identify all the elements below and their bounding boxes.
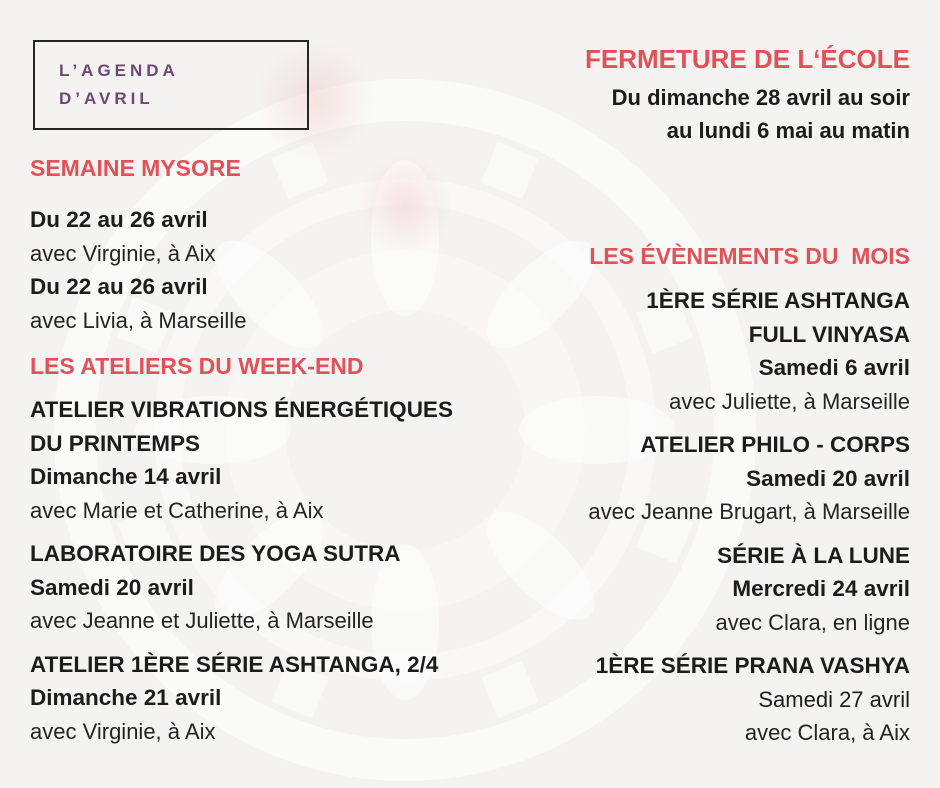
event-detail: avec Livia, à Marseille xyxy=(30,307,247,333)
event-date: Mercredi 24 avril xyxy=(732,576,910,601)
event-title-line: ATELIER VIBRATIONS ÉNERGÉTIQUES xyxy=(30,397,453,422)
event-date: Samedi 6 avril xyxy=(758,355,910,380)
event-title-line: LABORATOIRE DES YOGA SUTRA xyxy=(30,541,401,566)
event-detail: avec Virginie, à Aix xyxy=(30,240,216,266)
event-detail: avec Jeanne et Juliette, à Marseille xyxy=(30,608,374,633)
section-heading-evenements-du-mois: LES ÉVÈNEMENTS DU MOIS xyxy=(589,243,910,269)
event-date: Du 22 au 26 avril xyxy=(30,274,208,299)
agenda-title-line2: D’AVRIL xyxy=(59,89,154,108)
event-title-line: ATELIER PHILO - CORPS xyxy=(640,432,910,457)
event-date: Samedi 20 avril xyxy=(30,574,194,600)
event-detail: avec Marie et Catherine, à Aix xyxy=(30,497,324,523)
event-detail: avec Clara, en ligne xyxy=(715,609,910,635)
event-date: Samedi 20 avril xyxy=(746,465,910,491)
closure-dates-line2: au lundi 6 mai au matin xyxy=(666,118,910,143)
event-title-line: FULL VINYASA xyxy=(748,321,910,347)
event-serie-a-la-lune xyxy=(460,539,910,640)
closure-dates-line1: Du dimanche 28 avril au soir xyxy=(611,85,910,110)
closure-title: FERMETURE DE L‘ÉCOLE xyxy=(584,44,910,74)
section-heading-ateliers-weekend: LES ATELIERS DU WEEK-END xyxy=(30,353,364,379)
event-date: Samedi 27 avril xyxy=(758,686,910,712)
agenda-title-box xyxy=(33,40,309,130)
agenda-title-line1: L’AGENDA xyxy=(59,61,179,80)
event-title-line: ATELIER 1ÈRE SÉRIE ASHTANGA, 2/4 xyxy=(30,651,439,677)
event-title-line: SÉRIE À LA LUNE xyxy=(717,542,910,568)
event-title-line: 1ÈRE SÉRIE PRANA VASHYA xyxy=(595,653,910,678)
event-date: Dimanche 21 avril xyxy=(30,685,222,710)
event-detail: avec Clara, à Aix xyxy=(744,720,910,745)
event-date: Dimanche 14 avril xyxy=(30,464,222,489)
closure-notice xyxy=(585,42,910,147)
event-detail: avec Virginie, à Aix xyxy=(30,718,216,744)
event-prana-vashya xyxy=(460,649,910,750)
right-column xyxy=(460,240,910,750)
event-date: Du 22 au 26 avril xyxy=(30,207,208,232)
event-detail: avec Juliette, à Marseille xyxy=(669,388,910,414)
event-ashtanga-full-vinyasa xyxy=(460,284,910,418)
event-detail: avec Jeanne Brugart, à Marseille xyxy=(588,499,910,524)
event-title-line: 1ÈRE SÉRIE ASHTANGA xyxy=(646,288,910,313)
section-heading-semaine-mysore: SEMAINE MYSORE xyxy=(30,155,241,181)
event-atelier-philo-corps xyxy=(460,428,910,529)
event-title-line: DU PRINTEMPS xyxy=(30,430,201,456)
